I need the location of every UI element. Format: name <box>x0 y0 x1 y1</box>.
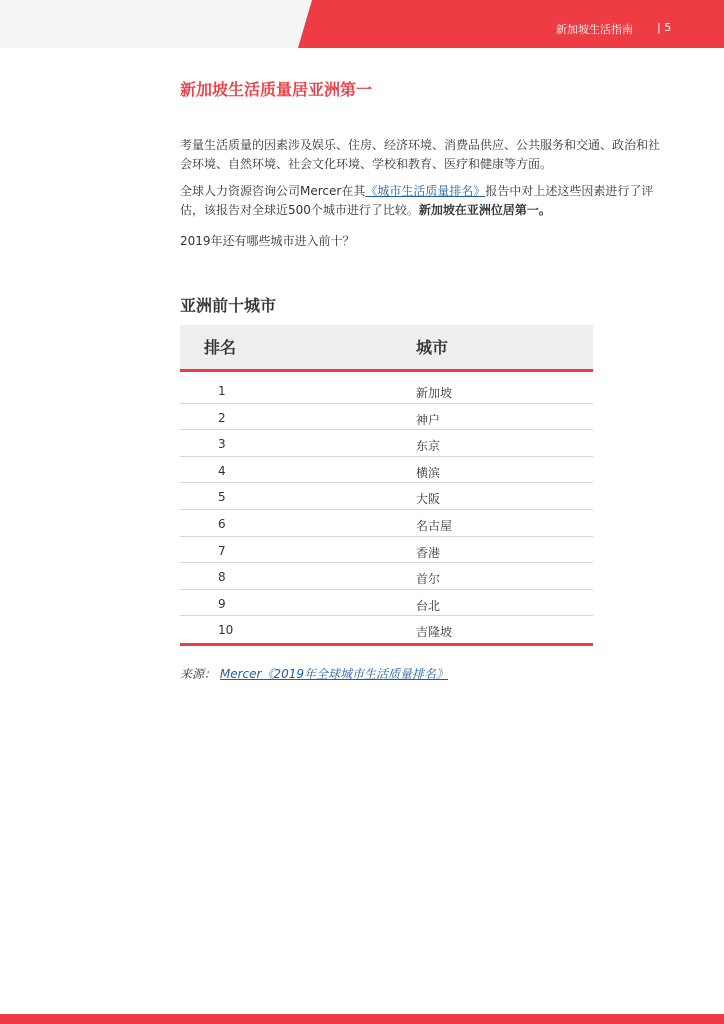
table-row <box>180 430 593 457</box>
cell-rank: 9 <box>218 596 226 611</box>
cell-city: 香港 <box>416 545 441 560</box>
table-row <box>180 483 593 510</box>
paragraph-mercer <box>180 182 660 220</box>
page-number: | 5 <box>657 21 672 34</box>
table-row <box>180 510 593 537</box>
cell-city: 神户 <box>416 412 441 427</box>
table-heading: 亚洲前十城市 <box>180 296 277 315</box>
cell-city: 名古屋 <box>416 518 453 533</box>
column-header-rank: 排名 <box>204 338 237 357</box>
footer-bar <box>0 1014 724 1024</box>
table-row <box>180 563 593 590</box>
paragraph-mercer-prefix: 全球人力资源咨询公司Mercer在其 <box>180 184 366 198</box>
ranking-table <box>180 325 593 646</box>
section-heading: 新加坡生活质量居亚洲第一 <box>180 80 373 99</box>
cell-city: 横滨 <box>416 465 441 480</box>
table-row <box>180 590 593 617</box>
table-header <box>180 325 593 372</box>
cell-rank: 8 <box>218 570 226 585</box>
cell-city: 新加坡 <box>416 386 453 400</box>
table-row <box>180 457 593 484</box>
paragraph-question: 2019年还有哪些城市进入前十？ <box>180 234 355 248</box>
paragraph-mercer-suffix: 报告中对上述这些因素进行了评估，该报告对全球近500个城市进行了比较。 <box>180 184 654 217</box>
cell-city: 首尔 <box>416 572 441 587</box>
table-row <box>180 616 593 643</box>
cell-city: 台北 <box>416 598 441 613</box>
header-band <box>0 0 330 48</box>
cell-rank: 1 <box>218 384 226 398</box>
cell-rank: 5 <box>218 490 226 505</box>
table-bottom-rule <box>180 643 593 646</box>
table-row <box>180 377 593 404</box>
ranking-report-link[interactable]: 《城市生活质量排名》 <box>365 184 486 198</box>
paragraph-mercer-highlight: 新加坡在亚洲位居第一。 <box>418 203 551 217</box>
cell-rank: 3 <box>218 437 226 452</box>
cell-rank: 6 <box>218 516 226 531</box>
cell-rank: 4 <box>218 463 226 478</box>
source-link[interactable]: Mercer《2019年全球城市生活质量排名》 <box>219 667 448 681</box>
cell-rank: 7 <box>218 543 226 558</box>
cell-city: 东京 <box>416 439 441 454</box>
cell-rank: 2 <box>218 410 226 425</box>
table-body <box>180 377 593 643</box>
cell-city: 吉隆坡 <box>416 625 453 640</box>
column-header-city: 城市 <box>416 338 449 357</box>
source-label: 来源： <box>180 667 217 681</box>
table-row <box>180 537 593 564</box>
header-title: 新加坡生活指南 <box>556 23 633 36</box>
paragraph-factors: 考量生活质量的因素涉及娱乐、住房、经济环境、消费品供应、公共服务和交通、政治和社会环境、自然环境、社会文化环境、学校和教育、医疗和健康等方面。 <box>180 138 661 171</box>
table-row <box>180 404 593 431</box>
source-note <box>180 665 448 682</box>
cell-city: 大阪 <box>416 492 441 507</box>
cell-rank: 10 <box>218 623 234 638</box>
